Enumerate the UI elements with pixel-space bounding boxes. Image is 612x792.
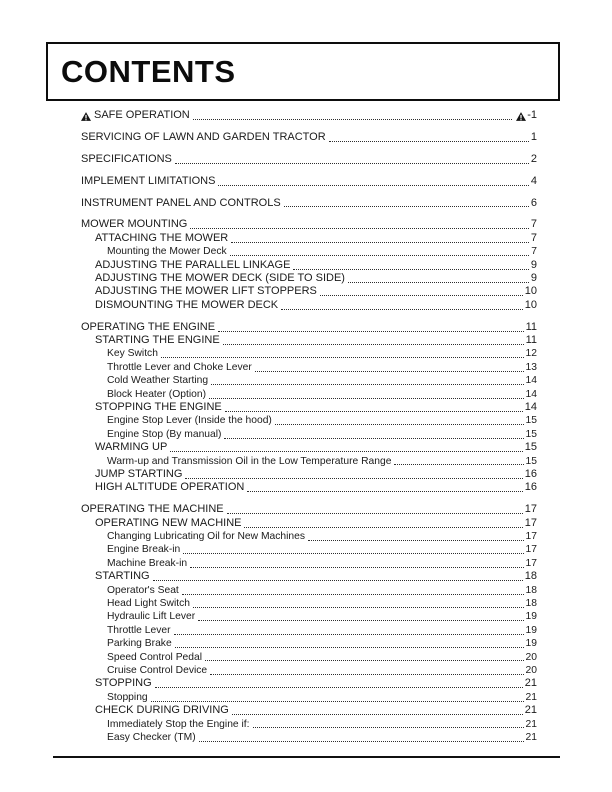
toc-entry [81, 584, 537, 597]
dot-leader [255, 371, 524, 372]
toc-entry-page: 17 [524, 503, 537, 516]
toc-entry-label: Speed Control Pedal [107, 651, 203, 663]
toc-entry-page: 6 [530, 196, 537, 209]
toc-entry-page: 11 [525, 320, 537, 333]
toc-entry-page: 19 [525, 638, 537, 650]
toc-entry [81, 259, 537, 272]
dot-leader [153, 580, 523, 581]
toc-entry-label: WARMING UP [95, 441, 168, 454]
toc-entry [81, 334, 537, 347]
toc-entry-label: Mounting the Mower Deck [107, 246, 227, 258]
dot-leader [224, 438, 523, 439]
dot-leader [218, 185, 528, 186]
toc-entry [81, 321, 537, 334]
toc-entry [81, 232, 537, 245]
dot-leader [223, 344, 524, 345]
toc-entry-label: INSTRUMENT PANEL AND CONTROLS [81, 196, 281, 209]
toc-entry [81, 543, 537, 556]
toc-entry-label: ATTACHING THE MOWER [95, 231, 229, 244]
toc-entry [81, 361, 537, 374]
toc-entry-label: CHECK DURING DRIVING [95, 704, 229, 717]
toc-entry [81, 272, 537, 285]
dot-leader [151, 701, 524, 702]
safety-alert-icon-right [516, 112, 526, 121]
toc-entry-page: 15 [524, 441, 537, 454]
toc-entry-page: 17 [524, 516, 537, 529]
toc-entry-page: 20 [525, 664, 537, 676]
toc-entry-page: 21 [524, 677, 537, 690]
toc-entry-label: Cold Weather Starting [107, 375, 209, 387]
toc-entry-page: 17 [525, 557, 537, 569]
toc-entry-label: ADJUSTING THE MOWER DECK (SIDE TO SIDE) [95, 272, 345, 284]
page-title: CONTENTS [61, 53, 236, 89]
toc-entry-label: MOWER MOUNTING [81, 218, 188, 231]
toc-entry-page: 18 [524, 570, 537, 583]
dot-leader [293, 269, 528, 270]
toc-entry-label: SAFE OPERATION [94, 108, 190, 121]
toc-entry-label: Warm-up and Transmission Oil in the Low Temperature Range [107, 455, 392, 467]
toc-entry [81, 441, 537, 454]
toc-entry [81, 455, 537, 468]
toc-entry-label: Parking Brake [107, 638, 172, 650]
toc-entry [81, 218, 537, 231]
toc-entry-label: Changing Lubricating Oil for New Machines [107, 531, 306, 543]
dot-leader [175, 647, 524, 648]
toc-entry-label: Engine Stop Lever (Inside the hood) [107, 415, 272, 427]
toc-entry-label: Key Switch [107, 348, 158, 360]
dot-leader [320, 295, 523, 296]
toc-entry-label: Cruise Control Device [107, 664, 208, 676]
toc-entry-label: STOPPING THE ENGINE [95, 401, 222, 414]
dot-leader [308, 540, 524, 541]
dot-leader [244, 527, 522, 528]
toc-entry [81, 691, 537, 704]
dot-leader [209, 398, 524, 399]
toc-entry [81, 624, 537, 637]
dot-leader [205, 660, 524, 661]
toc-entry-page: 12 [525, 348, 537, 360]
dot-leader [218, 331, 524, 332]
toc-entry-page: 15 [525, 455, 537, 467]
dot-leader [175, 163, 529, 164]
toc-entry-label: STARTING [95, 570, 150, 583]
toc-entry-page: 18 [525, 597, 537, 609]
toc-entry-label: JUMP STARTING [95, 467, 183, 480]
toc-entry-label: STOPPING [95, 677, 152, 690]
dot-leader [231, 242, 529, 243]
toc-entry [81, 347, 537, 360]
toc-entry [81, 428, 537, 441]
dot-leader [185, 478, 522, 479]
toc-entry-label: ADJUSTING THE PARALLEL LINKAGE [95, 258, 291, 271]
dot-leader [247, 491, 522, 492]
dot-leader [227, 513, 523, 514]
toc-entry-label: Hydraulic Lift Lever [107, 611, 196, 623]
dot-leader [182, 594, 524, 595]
toc-entry-page: 7 [530, 231, 537, 244]
dot-leader [193, 119, 512, 120]
toc-entry-page: 21 [525, 731, 537, 743]
toc-entry-page: 18 [525, 584, 537, 596]
toc-entry-label: Stopping [107, 691, 148, 703]
toc-entry [81, 570, 537, 583]
toc-entry-label: Machine Break-in [107, 557, 188, 569]
toc-entry-label: Throttle Lever and Choke Lever [107, 361, 252, 373]
toc-entry-page: 14 [524, 401, 537, 414]
toc-entry-page: 21 [524, 704, 537, 717]
dot-leader [210, 674, 523, 675]
toc-entry [81, 530, 537, 543]
toc-entry [81, 468, 537, 481]
toc-entry-label: SPECIFICATIONS [81, 152, 172, 165]
toc-entry-label: ADJUSTING THE MOWER LIFT STOPPERS [95, 285, 317, 298]
toc-entry [81, 517, 537, 530]
toc-entry-page: 13 [525, 361, 537, 373]
toc-entry-label: Easy Checker (TM) [107, 731, 196, 743]
bottom-rule [53, 756, 560, 758]
toc-entry [81, 175, 537, 188]
toc-entry [81, 109, 537, 122]
dot-leader [183, 553, 523, 554]
toc-entry [81, 704, 537, 717]
dot-leader [329, 141, 529, 142]
toc-entry-label: STARTING THE ENGINE [95, 334, 220, 347]
contents-title-box [46, 42, 560, 101]
toc-entry-label: Immediately Stop the Engine if: [107, 718, 250, 730]
toc-entry [81, 637, 537, 650]
toc-entry-page: 11 [525, 334, 537, 347]
toc-entry-label: Engine Break-in [107, 544, 181, 556]
toc-entry [81, 401, 537, 414]
toc-entry [81, 677, 537, 690]
toc-entry-label: IMPLEMENT LIMITATIONS [81, 174, 216, 187]
toc-entry-page: 14 [525, 375, 537, 387]
toc-entry-page: 21 [525, 691, 537, 703]
toc-entry-page: 9 [530, 258, 537, 271]
dot-leader [232, 714, 523, 715]
toc-entry [81, 197, 537, 210]
toc-entry-label: Head Light Switch [107, 597, 190, 609]
toc-entry-label: Operator's Seat [107, 584, 179, 596]
toc-entry [81, 664, 537, 677]
dot-leader [190, 567, 523, 568]
toc-entry-page: 7 [530, 218, 537, 231]
toc-entry-page: 21 [525, 718, 537, 730]
dot-leader [190, 228, 529, 229]
dot-leader [394, 464, 523, 465]
dot-leader [193, 607, 524, 608]
dot-leader [174, 634, 524, 635]
toc-entry-label: OPERATING NEW MACHINE [95, 516, 242, 529]
toc-entry-page: 15 [525, 415, 537, 427]
toc-entry-label: Block Heater (Option) [107, 388, 207, 400]
toc-entry [81, 731, 537, 744]
dot-leader [281, 309, 523, 310]
toc-entry [81, 414, 537, 427]
toc-entry-page: 10 [524, 285, 537, 298]
dot-leader [170, 451, 522, 452]
toc-entry-page: 17 [525, 544, 537, 556]
toc-list [81, 109, 537, 744]
dot-leader [284, 206, 529, 207]
toc-entry-page: 7 [531, 246, 537, 258]
toc-entry-page: 2 [530, 152, 537, 165]
toc-entry-page: 10 [524, 298, 537, 311]
toc-entry-page: 15 [525, 428, 537, 440]
toc-entry [81, 285, 537, 298]
dot-leader [198, 620, 523, 621]
dot-leader [253, 727, 524, 728]
toc-entry [81, 481, 537, 494]
dot-leader [275, 424, 524, 425]
toc-entry-page: 19 [525, 624, 537, 636]
toc-entry-label: DISMOUNTING THE MOWER DECK [95, 298, 279, 311]
dot-leader [348, 282, 529, 283]
toc-entry-page: 20 [525, 651, 537, 663]
dot-leader [211, 384, 523, 385]
toc-entry-label: Engine Stop (By manual) [107, 428, 222, 440]
toc-entry [81, 245, 537, 258]
toc-entry [81, 388, 537, 401]
toc-entry-page: 19 [525, 611, 537, 623]
dot-leader [225, 411, 523, 412]
toc-entry-page: 16 [524, 467, 537, 480]
toc-entry-label: OPERATING THE ENGINE [81, 320, 216, 333]
toc-entry [81, 597, 537, 610]
dot-leader [161, 357, 524, 358]
dot-leader [155, 687, 523, 688]
toc-entry-label: OPERATING THE MACHINE [81, 503, 224, 516]
toc-entry-label: HIGH ALTITUDE OPERATION [95, 481, 245, 494]
toc-entry [81, 374, 537, 387]
toc-entry [81, 651, 537, 664]
toc-entry-label: SERVICING OF LAWN AND GARDEN TRACTOR [81, 130, 326, 143]
toc-entry-page: 16 [524, 481, 537, 494]
toc-entry-label: Throttle Lever [107, 624, 171, 636]
toc-entry [81, 131, 537, 144]
toc-entry [81, 153, 537, 166]
toc-entry-page: 14 [525, 388, 537, 400]
toc-entry [81, 503, 537, 516]
dot-leader [199, 741, 524, 742]
dot-leader [230, 255, 530, 256]
safety-alert-icon-left [81, 112, 91, 121]
toc-entry-page: 9 [530, 272, 537, 284]
toc-entry-page: 4 [530, 174, 537, 187]
toc-entry-page: -1 [527, 108, 537, 121]
toc-entry [81, 610, 537, 623]
toc-entry-page: 17 [525, 531, 537, 543]
toc-entry [81, 299, 537, 312]
toc-entry [81, 718, 537, 731]
toc-entry-page: 1 [530, 130, 537, 143]
toc-entry [81, 557, 537, 570]
